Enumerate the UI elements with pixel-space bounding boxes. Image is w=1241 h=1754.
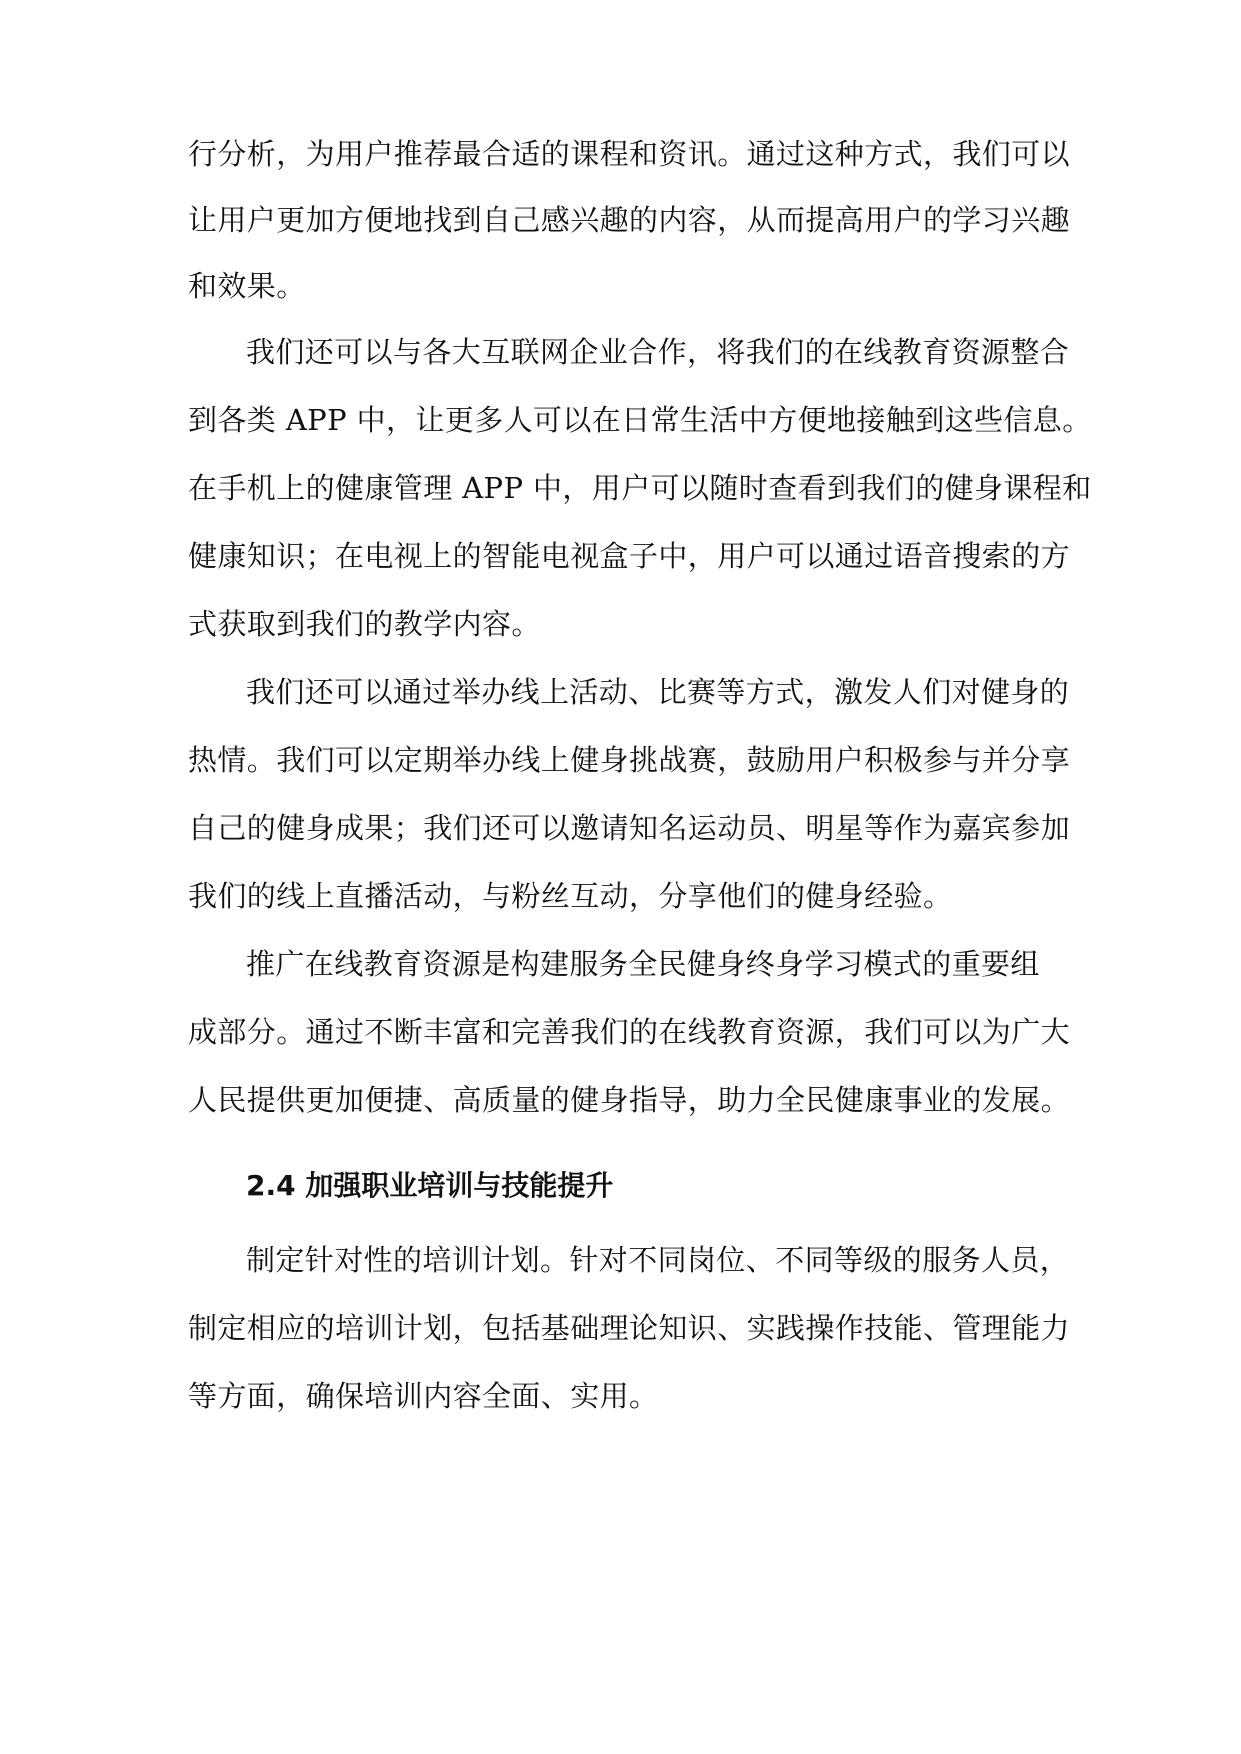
paragraph-3-line-3: 自己的健身成果；我们还可以邀请知名运动员、明星等作为嘉宾参加 (188, 811, 1071, 845)
paragraph-3-line-4: 我们的线上直播活动，与粉丝互动，分享他们的健身经验。 (188, 879, 953, 913)
paragraph-2-line-1: 我们还可以与各大互联网企业合作，将我们的在线教育资源整合 (246, 335, 1070, 369)
paragraph-2-line-3: 在手机上的健康管理 APP 中，用户可以随时查看到我们的健身课程和 (188, 471, 1092, 505)
paragraph-4-line-1: 推广在线教育资源是构建服务全民健身终身学习模式的重要组 (246, 947, 1040, 981)
section-heading: 2.4 加强职业培训与技能提升 (246, 1169, 614, 1202)
paragraph-1-line-3: 和效果。 (188, 269, 306, 303)
section-paragraph-line-3: 等方面，确保培训内容全面、实用。 (188, 1379, 659, 1413)
paragraph-1-line-2: 让用户更加方便地找到自己感兴趣的内容，从而提高用户的学习兴趣 (188, 203, 1071, 237)
section-paragraph-line-1: 制定针对性的培训计划。针对不同岗位、不同等级的服务人员， (246, 1243, 1070, 1277)
paragraph-2-line-4: 健康知识；在电视上的智能电视盒子中，用户可以通过语音搜索的方 (188, 539, 1071, 573)
paragraph-2-line-2: 到各类 APP 中，让更多人可以在日常生活中方便地接触到这些信息。 (188, 403, 1092, 437)
section-paragraph-line-2: 制定相应的培训计划，包括基础理论知识、实践操作技能、管理能力 (188, 1311, 1071, 1345)
paragraph-3-line-1: 我们还可以通过举办线上活动、比赛等方式，激发人们对健身的 (246, 675, 1070, 709)
paragraph-4-line-3: 人民提供更加便捷、高质量的健身指导，助力全民健康事业的发展。 (188, 1083, 1071, 1117)
paragraph-4-line-2: 成部分。通过不断丰富和完善我们的在线教育资源，我们可以为广大 (188, 1015, 1071, 1049)
paragraph-2-line-5: 式获取到我们的教学内容。 (188, 607, 541, 641)
paragraph-1-line-1: 行分析，为用户推荐最合适的课程和资讯。通过这种方式，我们可以 (188, 137, 1071, 171)
paragraph-3-line-2: 热情。我们可以定期举办线上健身挑战赛，鼓励用户积极参与并分享 (188, 743, 1071, 777)
